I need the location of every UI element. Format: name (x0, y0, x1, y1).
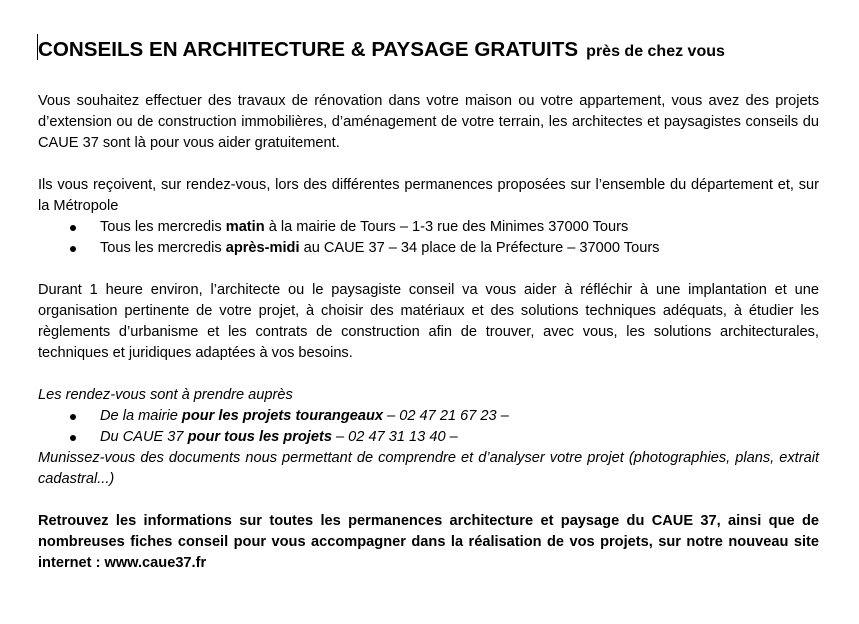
bullet-icon (70, 414, 76, 420)
text-cursor (37, 34, 38, 60)
title-sub: près de chez vous (586, 43, 725, 60)
reception-paragraph: Ils vous reçoivent, sur rendez-vous, lors des différentes permanences proposées sur l’ensemble du département et, sur la Métropole (38, 177, 819, 214)
list-item: Tous les mercredis matin à la mairie de Tours – 1-3 rue des Minimes 37000 Tours (38, 217, 819, 238)
appointments-list (38, 406, 819, 448)
title-main: CONSEILS EN ARCHITECTURE & PAYSAGE GRATUITS (38, 38, 579, 61)
reception-list (38, 217, 819, 259)
closing-paragraph: Retrouvez les informations sur toutes les permanences architecture et paysage du CAUE 37, ainsi que de nombreuses fiches conseil pour vous accompagner dans la réalisation de vos projets, sur notre nouveau site internet : www.caue37.fr (38, 513, 819, 571)
bullet-icon (70, 435, 76, 441)
bullet-icon (70, 225, 76, 231)
list-item: De la mairie pour les projets tourangeaux – 02 47 21 67 23 – (38, 406, 819, 427)
list-item: Tous les mercredis après-midi au CAUE 37 – 34 place de la Préfecture – 37000 Tours (38, 238, 819, 259)
appointments-intro: Les rendez-vous sont à prendre auprès (38, 387, 293, 403)
appointments-note: Munissez-vous des documents nous permettant de comprendre et d’analyser votre projet (photographies, plans, extrait cadastral...) (38, 450, 819, 487)
document-page (38, 32, 819, 574)
intro-paragraph: Vous souhaitez effectuer des travaux de rénovation dans votre maison ou votre appartement, vous avez des projets d’extension ou de construction immobilières, d’aménagement de votre terrain, les architectes et paysagistes conseils du CAUE 37 sont là pour vous aider gratuitement. (38, 93, 819, 151)
page-title (38, 32, 819, 62)
list-item: Du CAUE 37 pour tous les projets – 02 47 31 13 40 – (38, 427, 819, 448)
duration-paragraph: Durant 1 heure environ, l’architecte ou le paysagiste conseil va vous aider à réfléchir à une implantation et une organisation pertinente de votre projet, à choisir des matériaux et des solutions techniques adéquats, à étudier les règlements d’urbanisme et les contrats de construction afin de trouver, avec vous, les solutions architecturales, techniques et juridiques adaptées à vos besoins. (38, 282, 819, 361)
bullet-icon (70, 246, 76, 252)
